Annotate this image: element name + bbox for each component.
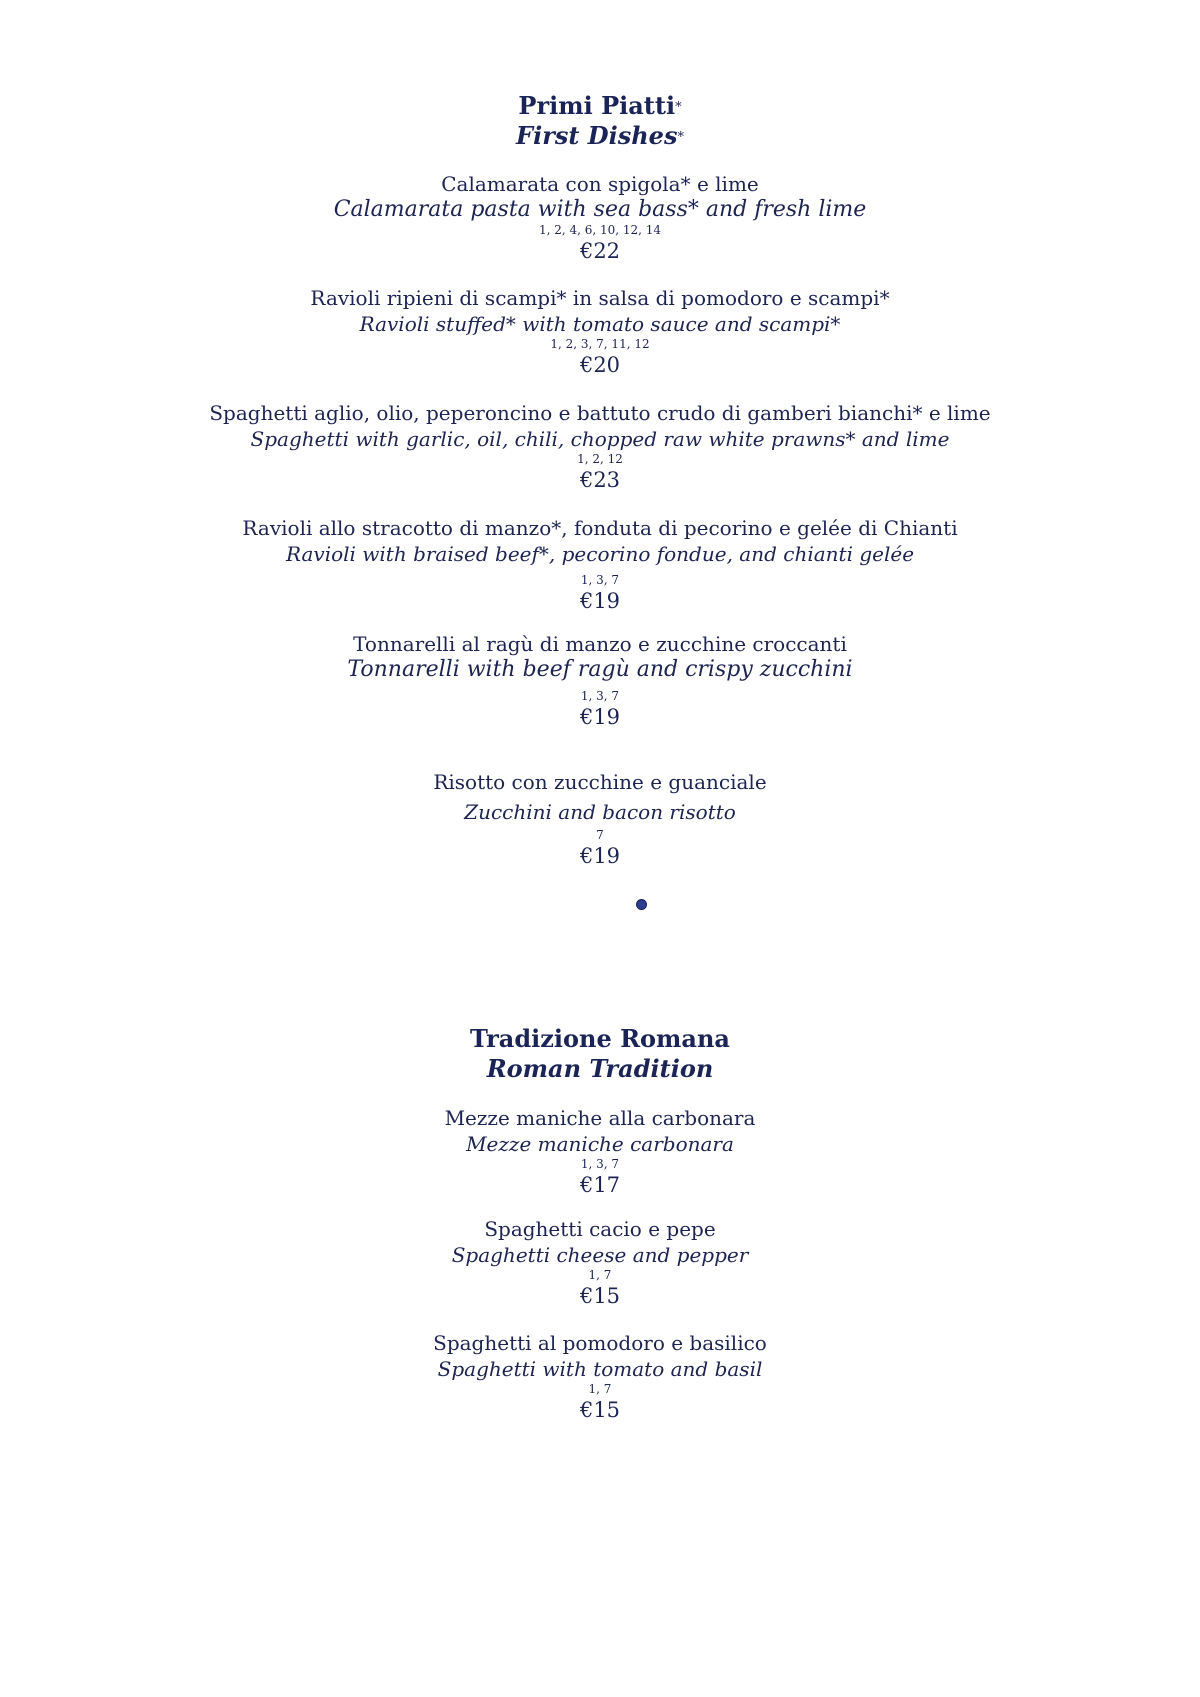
primi-title-it-mark: * (675, 100, 682, 115)
dish-name-it: Ravioli allo stracotto di manzo*, fonduta di pecorino e gelée di Chianti (242, 516, 958, 540)
dish-item (0, 769, 1200, 870)
dish-price: €19 (579, 705, 621, 729)
dish-allergens: 1, 2, 12 (577, 452, 623, 466)
dish-price: €19 (579, 589, 621, 613)
dish-allergens: 1, 3, 7 (580, 573, 620, 587)
dish-name-en: Tonnarelli with beef ragù and crispy zucchini (347, 657, 853, 682)
dish-item (0, 631, 1200, 731)
dish-name-it: Spaghetti cacio e pepe (484, 1217, 716, 1241)
dish-price: €17 (579, 1173, 621, 1197)
dish-price: €19 (579, 844, 621, 868)
romana-section-header (0, 1024, 1200, 1084)
dish-name-it: Spaghetti al pomodoro e basilico (433, 1331, 767, 1355)
dish-name-en: Mezze maniche carbonara (466, 1132, 734, 1156)
dish-name-it: Spaghetti aglio, olio, peperoncino e battuto crudo di gamberi bianchi* e lime (209, 401, 991, 425)
dish-allergens: 1, 2, 3, 7, 11, 12 (550, 337, 650, 351)
dish-allergens: 7 (596, 828, 604, 842)
dish-price: €22 (579, 239, 621, 263)
dish-allergens: 1, 7 (588, 1382, 612, 1396)
dish-item (0, 285, 1200, 379)
dish-allergens: 1, 2, 4, 6, 10, 12, 14 (538, 223, 662, 237)
dish-allergens: 1, 3, 7 (580, 1157, 620, 1171)
dish-price: €15 (579, 1284, 621, 1308)
dish-price: €20 (579, 353, 621, 377)
dish-item (0, 400, 1200, 494)
dish-item (0, 1330, 1200, 1424)
dish-name-en: Zucchini and bacon risotto (464, 800, 736, 824)
dish-price: €15 (579, 1398, 621, 1422)
dish-name-en: Calamarata pasta with sea bass* and fresh lime (333, 197, 867, 222)
dish-item (0, 171, 1200, 265)
primi-section-header (0, 91, 1200, 151)
dish-name-it: Mezze maniche alla carbonara (444, 1106, 756, 1130)
romana-title-it: Tradizione Romana (470, 1024, 730, 1053)
romana-title-en: Roman Tradition (486, 1054, 714, 1083)
dish-name-en: Spaghetti with tomato and basil (437, 1357, 763, 1381)
primi-title-it: Primi Piatti* (518, 91, 682, 120)
dish-name-en: Ravioli with braised beef*, pecorino fondue, and chianti gelée (285, 542, 915, 566)
dish-name-it: Risotto con zucchine e guanciale (433, 770, 767, 794)
dish-item (0, 515, 1200, 615)
section-divider-dot (636, 899, 647, 910)
dish-item (0, 1105, 1200, 1199)
dish-name-en: Spaghetti with garlic, oil, chili, chopped raw white prawns* and lime (250, 427, 950, 451)
dish-name-en: Spaghetti cheese and pepper (451, 1243, 749, 1267)
dish-name-it: Ravioli ripieni di scampi* in salsa di pomodoro e scampi* (310, 286, 890, 310)
dish-name-it: Calamarata con spigola* e lime (441, 172, 759, 196)
dish-name-en: Ravioli stuffed* with tomato sauce and scampi* (359, 312, 841, 336)
dish-name-it: Tonnarelli al ragù di manzo e zucchine croccanti (353, 632, 847, 656)
dish-allergens: 1, 3, 7 (580, 689, 620, 703)
primi-title-en: First Dishes* (516, 121, 684, 150)
primi-title-en-mark: * (677, 130, 684, 145)
dish-allergens: 1, 7 (588, 1268, 612, 1282)
dish-price: €23 (579, 468, 621, 492)
dish-item (0, 1216, 1200, 1310)
